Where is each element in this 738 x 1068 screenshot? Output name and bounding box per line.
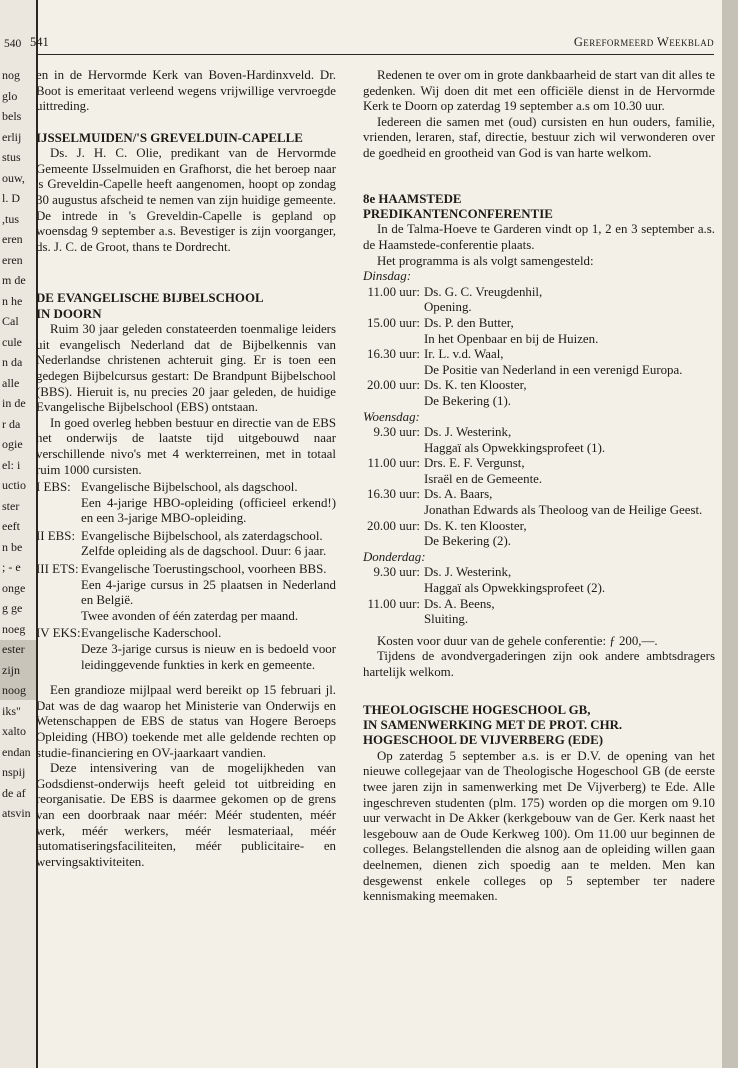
previous-page-fragment: ogie (2, 437, 23, 451)
previous-page-fragment: zijn (2, 662, 20, 677)
previous-page-fragment: noeg (2, 621, 26, 636)
intro-paragraph: en in de Hervormde Kerk van Boven-Hardinxveld. Dr. Boot is emeritaat verleend wegens vrijwillige vervroegde uittreding. (36, 68, 336, 114)
program-time: 11.00 uur: (367, 596, 420, 611)
program-line: In het Openbaar en bij de Huizen. (424, 331, 599, 346)
haamstede-paragraph-2: Het programma is als volgt samengesteld: (377, 253, 594, 268)
previous-page-fragment: ouw, (2, 170, 25, 185)
conference-program (363, 269, 715, 628)
school-entry (36, 626, 336, 673)
haamstede-paragraph-1: In de Talma-Hoeve te Garderen vindt op 1, 2 en 3 september a.s. de Haamstede-conferentie plaats. (363, 222, 715, 252)
previous-page-fragment: ; - e (2, 560, 21, 574)
program-line: Haggaï als Opwekkingsprofeet (1). (424, 440, 606, 455)
program-line: Sluiting. (424, 612, 469, 627)
program-details (424, 519, 715, 550)
program-line: De Bekering (2). (424, 534, 511, 549)
previous-page-fragment: erlij (2, 129, 22, 144)
program-time: 20.00 uur: (367, 518, 420, 533)
program-line: Drs. E. F. Vergunst, (424, 456, 525, 471)
previous-page-fragment: onge (2, 580, 26, 595)
school-line: Evangelische Toerustingschool, voorheen BBS. (81, 562, 327, 577)
previous-page-fragment: eren (2, 252, 23, 267)
program-time: 20.00 uur: (367, 378, 420, 393)
article-title-haamstede-1: 8e HAAMSTEDE (363, 191, 462, 206)
previous-page-fragment: n he (2, 293, 23, 308)
bijbelschool-paragraph-2: In goed overleg hebben bestuur en directie van de EBS het onderwijs de laatste tijd uitgebouwd naar verschillende nivo's met 4 werkterreinen, met in totaal ruim 1000 cursisten. (36, 415, 336, 477)
program-item (363, 597, 715, 628)
previous-page-fragment: nog (2, 68, 20, 82)
program-line: Israël en de Gemeente. (424, 471, 543, 486)
program-time: 15.00 uur: (367, 315, 420, 330)
hogeschool-paragraph: Op zaterdag 5 september a.s. is er D.V. de opening van het nieuwe collegejaar van de Theologische Hogeschool GB (de eerste twee jaren zijn in samenwerking met De Vijverberg) te Ede. Alle ingeschreven studenten (plm. 175) worden op die morgen om 9.10 uur verwacht in De Akker (kerkgebouw van de Ger. Kerk naast het lesgebouw aan de Oude Kerkweg 100). Om 11.00 uur beginnen de colleges. Belangstellenden die alsnog aan de opleiding willen gaan deelnemen, dienen zich spoedig aan te melden. Men kan desgewenst enkele colleges op 5 september ter nadere kennismaking meemaken. (363, 748, 715, 904)
previous-page-fragment: l. D (2, 191, 20, 205)
previous-page-fragment: ster (2, 498, 20, 513)
previous-page-fragment: n be (2, 539, 23, 554)
right-column (363, 68, 715, 905)
previous-page-fragment: Cal (2, 314, 19, 328)
program-item (363, 347, 715, 378)
school-line: Evangelische Bijbelschool, als zaterdagschool. (81, 528, 323, 543)
program-line: Ir. L. v.d. Waal, (424, 347, 504, 362)
program-line: Haggaï als Opwekkingsprofeet (2). (424, 581, 606, 596)
program-time: 16.30 uur: (367, 347, 420, 362)
previous-page-number: 540 (4, 38, 22, 50)
program-details (424, 597, 715, 628)
program-details (424, 425, 715, 456)
program-line: De Bekering (1). (424, 393, 511, 408)
program-details (424, 565, 715, 596)
school-entry (36, 480, 336, 527)
program-item (363, 285, 715, 316)
previous-page-fragment: bels (2, 109, 22, 123)
previous-page-fragment: nspij (2, 765, 26, 779)
program-line: Ds. J. Westerink, (424, 425, 512, 440)
program-time: 11.00 uur: (367, 284, 420, 299)
program-item (363, 378, 715, 409)
program-line: Ds. G. C. Vreugdenhil, (424, 284, 543, 299)
school-label: II EBS: (36, 528, 76, 543)
previous-page-fragment: stus (2, 150, 21, 164)
program-item (363, 316, 715, 347)
previous-page-fragment: xalto (2, 724, 26, 738)
program-line: Opening. (424, 300, 472, 315)
program-time: 16.30 uur: (367, 487, 420, 502)
previous-page-fragment: iks" (2, 703, 21, 718)
program-time: 9.30 uur: (373, 425, 420, 440)
program-line: Ds. K. ten Klooster, (424, 518, 527, 533)
previous-page-fragment: cule (2, 334, 22, 349)
left-column (36, 68, 336, 870)
program-day: Donderdag: (363, 549, 426, 564)
bijbelschool-paragraph-4: Deze intensivering van de mogelijkheden van Godsdienst-onderwijs heeft geleid tot uitbreiding en reorganisatie. De EBS is daarmee gekomen op de grens van een doorbraak naar méér: Méér studenten, méér werk, méér werkers, méér lesmateriaal, méér automatiseringsfaciliteiten, méér publicitaire- en wervingsaktiviteiten. (36, 761, 336, 869)
school-description (81, 562, 336, 624)
article-title-hogeschool-2: IN SAMENWERKING MET DE PROT. CHR. (363, 718, 623, 732)
article-title-hogeschool-3: HOGESCHOOL DE VIJVERBERG (EDE) (363, 733, 604, 748)
program-item (363, 565, 715, 596)
program-line: Ds. A. Beens, (424, 596, 495, 611)
school-entry (36, 562, 336, 624)
previous-page-fragment: eeft (2, 519, 20, 533)
program-details (424, 347, 715, 378)
school-description (81, 529, 336, 560)
previous-page-fragment: m de (2, 273, 26, 287)
page-number: 541 (30, 35, 49, 49)
program-day: Woensdag: (363, 409, 420, 424)
previous-page-fragment: n da (2, 355, 23, 369)
previous-page-fragment: endan (2, 744, 31, 759)
school-label: IV EKS: (36, 626, 81, 641)
program-line: Jonathan Edwards als Theoloog van de Heilige Geest. (424, 503, 703, 518)
program-line: De Positie van Nederland in een verenigd Europa. (424, 362, 683, 377)
previous-page-fragment: glo (2, 88, 18, 103)
article-title-bijbelschool-2: IN DOORN (36, 306, 102, 321)
school-description (81, 626, 336, 673)
previous-page-fragment: ,tus (2, 211, 20, 226)
school-line: Zelfde opleiding als de dagschool. Duur: 6 jaar. (81, 544, 327, 559)
program-details (424, 285, 715, 316)
previous-page-strip (0, 0, 38, 1068)
bijbelschool-paragraph-3: Een grandioze mijlpaal werd bereikt op 15 februari jl. Dat was de dag waarop het Ministerie van Onderwijs en Wetenschappen de EBS de status van Hogere Beroeps Opleiding (HBO) toekende met alle geldende rechten op studie-financiering en OV-jaarkaart vandien. (36, 683, 336, 760)
previous-page-fragment: in de (2, 396, 26, 410)
school-description (81, 480, 336, 527)
previous-page-fragment: alle (2, 375, 20, 390)
program-details (424, 316, 715, 347)
program-line: Ds. J. Westerink, (424, 565, 512, 580)
school-line: Deze 3-jarige cursus is nieuw en is bedoeld voor leidinggevende funkties in kerk en gemeente. (81, 642, 336, 672)
previous-page-fragment: r da (2, 416, 21, 431)
school-line: Evangelische Kaderschool. (81, 626, 222, 641)
previous-page-fragment: de af (2, 785, 26, 800)
program-line: Ds. P. den Butter, (424, 315, 514, 330)
school-line: Evangelische Bijbelschool, als dagschool. (81, 480, 298, 495)
page-edge (722, 0, 738, 1068)
program-line: Ds. K. ten Klooster, (424, 378, 527, 393)
program-line: Ds. A. Baars, (424, 487, 493, 502)
previous-page-fragment: atsvin (2, 806, 31, 820)
article-title-ijsselmuiden: IJSSELMUIDEN/'S GREVELDUIN-CAPELLE (36, 130, 303, 145)
article-text-ijsselmuiden: Ds. J. H. C. Olie, predikant van de Hervormde Gemeente IJsselmuiden en Grafhorst, die het beroep naar 's Greveldin-Capelle heeft aangenomen, hoopt op zondag 30 augustus afscheid te nemen van zijn huidige gemeente. De intrede in 's Greveldin-Capelle is gepland op woensdag 9 september a.s. Bevestiger is zijn voorganger, ds. J. C. de Groot, thans te Dordrecht. (36, 146, 336, 254)
school-entry (36, 529, 336, 560)
program-day: Dinsdag: (363, 269, 411, 284)
bijbelschool-paragraph-1: Ruim 30 jaar geleden constateerden toenmalige leiders uit evangelisch Nederland dat de Bijbelkennis van Nederlandse christenen achteruit ging. Er is toen een gedegen Bijbelcursus gestart: De Brandpunt Bijbelschool (BBS). Hieruit is, nu precies 20 jaar geleden, de huidige Evangelische Bijbelschool (EBS) ontstaan. (36, 322, 336, 415)
program-time: 9.30 uur: (373, 565, 420, 580)
program-details (424, 456, 715, 487)
previous-page-fragment: noog (2, 683, 26, 697)
program-item (363, 519, 715, 550)
page-header (30, 34, 714, 55)
school-label: I EBS: (36, 480, 71, 495)
program-details (424, 487, 715, 518)
article-title-bijbelschool-1: DE EVANGELISCHE BIJBELSCHOOL (36, 291, 264, 306)
previous-page-fragment: el: i (2, 457, 21, 472)
school-label: III ETS: (36, 562, 79, 577)
school-list (36, 480, 336, 673)
page (30, 0, 738, 1068)
school-line: Een 4-jarige cursus in 25 plaatsen in Nederland en België. (81, 577, 336, 608)
previous-page-fragment: uctio (2, 478, 26, 492)
program-item (363, 425, 715, 456)
previous-page-fragment: ester (2, 642, 25, 656)
program-details (424, 378, 715, 409)
program-item (363, 487, 715, 518)
conference-note: Tijdens de avondvergaderingen zijn ook andere ambtsdragers hartelijk welkom. (363, 649, 715, 679)
conference-costs: Kosten voor duur van de gehele conferentie: ƒ 200,—. (377, 633, 658, 648)
program-time: 11.00 uur: (367, 456, 420, 471)
doorn-invitation-2: Iedereen die samen met (oud) cursisten en hun ouders, familie, vrienden, leraren, staf, directie, bestuur zich wil verwonderen over de goedheid en grootheid van God is van harte welkom. (363, 114, 715, 160)
previous-page-fragment: g ge (2, 601, 23, 615)
article-title-haamstede-2: PREDIKANTENCONFERENTIE (363, 206, 553, 221)
school-line: Een 4-jarige HBO-opleiding (officieel erkend!) en een 3-jarige MBO-opleiding. (81, 495, 336, 526)
school-line: Twee avonden of één zaterdag per maand. (81, 608, 299, 623)
magazine-title: Gereformeerd Weekblad (573, 35, 714, 49)
article-title-hogeschool-1: THEOLOGISCHE HOGESCHOOL GB, (363, 702, 591, 717)
previous-page-fragment: eren (2, 232, 23, 246)
program-item (363, 456, 715, 487)
doorn-invitation-1: Redenen te over om in grote dankbaarheid de start van dit alles te gedenken. Wij doen dit met een officiële dienst in de Hervormde Kerk te Doorn op zaterdag 19 september a.s om 10.30 uur. (363, 68, 715, 114)
